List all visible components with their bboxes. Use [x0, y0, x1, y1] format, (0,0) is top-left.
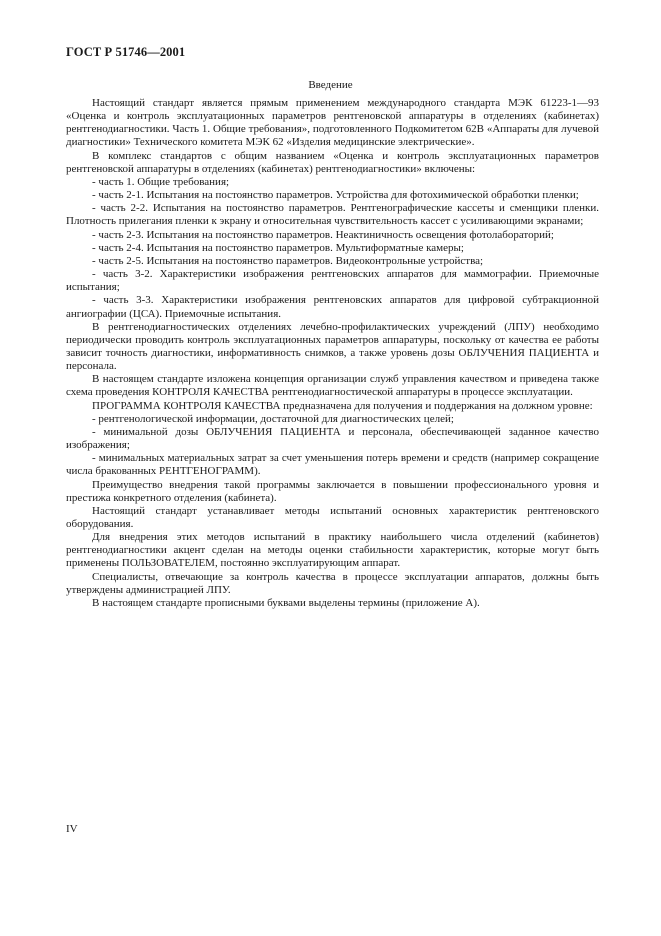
page-number: IV	[66, 823, 78, 835]
list-item: - минимальной дозы ОБЛУЧЕНИЯ ПАЦИЕНТА и персонала, обеспечивающей заданное качество изображения;	[66, 425, 599, 452]
paragraph: В настоящем стандарте изложена концепция организации служб управления качеством и приведена также схема проведения КОНТРОЛЯ КАЧЕСТВА рентгенодиагностической аппаратуры в процессе эксплуатации.	[66, 373, 599, 399]
list-item: - часть 2-1. Испытания на постоянство параметров. Устройства для фотохимической обработки пленки;	[92, 189, 579, 202]
paragraph: В настоящем стандарте прописными буквами выделены термины (приложение А).	[92, 596, 480, 609]
section-title: Введение	[308, 79, 353, 91]
paragraph: Специалисты, отвечающие за контроль качества в процессе эксплуатации аппаратов, должны быть утверждены администрацией ЛПУ.	[66, 570, 599, 596]
list-item: - часть 3-3. Характеристики изображения рентгеновских аппаратов для цифровой субтракционной ангиографии (ЦСА). Приемочные испытания.	[66, 294, 599, 320]
body-text	[66, 97, 599, 610]
list-item: - минимальных материальных затрат за счет уменьшения потерь времени и средств (например сокращение числа бракованных РЕНТГЕНОГРАММ).	[66, 452, 599, 478]
paragraph: В рентгенодиагностических отделениях лечебно-профилактических учреждений (ЛПУ) необходимо периодически проводить контроль эксплуатационных параметров аппаратуры, поскольку от качества ее работы зависит точность диагностики, информативность снимков, а также уровень дозы ОБЛУЧЕНИЯ ПАЦИЕНТА и персонала.	[66, 320, 599, 373]
list-item: - часть 3-2. Характеристики изображения рентгеновских аппаратов для маммографии. Приемочные испытания;	[66, 268, 599, 294]
paragraph: Для внедрения этих методов испытаний в практику наибольшего числа отделений (кабинетов) рентгенодиагностики акцент сделан на методы оценки стабильности характеристик, которые могут быть применены ПОЛЬЗОВАТЕЛЕМ, постоянно эксплуатирующим аппарат.	[66, 531, 599, 570]
list-item: - часть 2-2. Испытания на постоянство параметров. Рентгенографические кассеты и сменщики пленки. Плотность прилегания пленки к экрану и относительная чувствительность кассет с усиливающими экранами;	[66, 202, 599, 228]
list-item: - часть 1. Общие требования;	[92, 175, 230, 188]
paragraph: В комплекс стандартов с общим названием «Оценка и контроль эксплуатационных параметров рентгеновской аппаратуры в отделениях (кабинетах) рентгенодиагностики» включены:	[66, 149, 599, 175]
paragraph: ПРОГРАММА КОНТРОЛЯ КАЧЕСТВА предназначена для получения и поддержания на должном уровне:	[92, 399, 593, 412]
paragraph: Настоящий стандарт является прямым применением международного стандарта МЭК 61223-1—93 «Оценка и контроль эксплуатационных параметров рентгеновской аппаратуры в отделениях (кабинетах) рентгенодиагностики. Часть 1. Общие требования», подготовленного Подкомитетом 62В «Аппараты для лучевой диагностики» Технического комитета МЭК 62 «Изделия медицинские электрические».	[66, 97, 599, 149]
list-item: - часть 2-3. Испытания на постоянство параметров. Неактиничность освещения фотолабораторий;	[92, 228, 554, 241]
paragraph: Настоящий стандарт устанавливает методы испытаний основных характеристик рентгеновского оборудования.	[66, 504, 599, 530]
list-item: - часть 2-4. Испытания на постоянство параметров. Мультиформатные камеры;	[92, 241, 464, 254]
paragraph: Преимущество внедрения такой программы заключается в повышении профессионального уровня и престижа конкретного отделения (кабинета).	[66, 478, 599, 504]
standard-code-header: ГОСТ Р 51746—2001	[66, 45, 186, 59]
list-item: - рентгенологической информации, достаточной для диагностических целей;	[92, 412, 454, 425]
list-item: - часть 2-5. Испытания на постоянство параметров. Видеоконтрольные устройства;	[92, 254, 484, 267]
